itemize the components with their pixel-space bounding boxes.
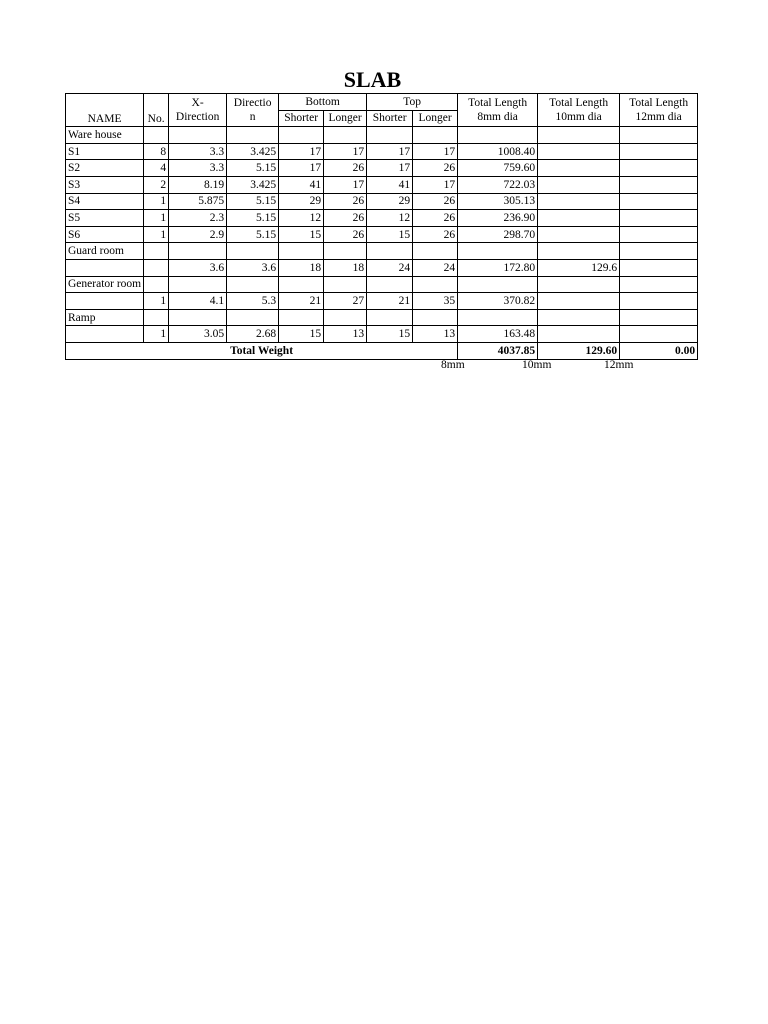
total-weight-10mm: 129.60 xyxy=(538,342,620,359)
empty-cell xyxy=(413,127,458,144)
cell-top-longer: 26 xyxy=(413,226,458,243)
empty-cell xyxy=(279,243,324,260)
section-row xyxy=(66,309,698,326)
cell-bottom-longer: 13 xyxy=(324,326,367,343)
empty-cell xyxy=(620,309,698,326)
section-row xyxy=(66,276,698,293)
empty-cell xyxy=(458,127,538,144)
cell-top-shorter: 17 xyxy=(367,160,413,177)
header-y-direction-line2: n xyxy=(249,111,256,124)
cell-bottom-longer: 26 xyxy=(324,226,367,243)
cell-bottom-shorter: 18 xyxy=(279,259,324,276)
section-label: Generator room xyxy=(66,276,144,293)
empty-cell xyxy=(458,309,538,326)
sheet-title: SLAB xyxy=(343,67,402,92)
cell-total-length-8mm: 236.90 xyxy=(458,210,538,227)
table-row xyxy=(66,293,698,310)
footer-8mm: 8mm xyxy=(441,359,465,371)
cell-bottom-shorter: 17 xyxy=(279,143,324,160)
cell-no: 8 xyxy=(144,143,169,160)
cell-name: S3 xyxy=(66,176,144,193)
cell-total-length-12mm xyxy=(620,143,698,160)
cell-top-shorter: 24 xyxy=(367,259,413,276)
empty-cell xyxy=(279,127,324,144)
cell-total-length-12mm xyxy=(620,326,698,343)
empty-cell xyxy=(144,309,169,326)
header-name: NAME xyxy=(66,94,144,127)
cell-total-length-10mm xyxy=(538,193,620,210)
empty-cell xyxy=(227,309,279,326)
empty-cell xyxy=(227,276,279,293)
cell-bottom-longer: 26 xyxy=(324,160,367,177)
cell-name xyxy=(66,259,144,276)
section-label: Ramp xyxy=(66,309,144,326)
empty-cell xyxy=(538,127,620,144)
cell-x-direction: 3.05 xyxy=(169,326,227,343)
cell-total-length-10mm xyxy=(538,160,620,177)
empty-cell xyxy=(413,276,458,293)
section-label: Ware house xyxy=(66,127,144,144)
table-row xyxy=(66,226,698,243)
empty-cell xyxy=(279,309,324,326)
empty-cell xyxy=(324,243,367,260)
cell-x-direction: 5.875 xyxy=(169,193,227,210)
cell-name: S2 xyxy=(66,160,144,177)
total-weight-12mm: 0.00 xyxy=(620,342,698,359)
cell-top-longer: 17 xyxy=(413,176,458,193)
empty-cell xyxy=(169,127,227,144)
cell-x-direction: 3.3 xyxy=(169,143,227,160)
table-row xyxy=(66,326,698,343)
cell-name: S4 xyxy=(66,193,144,210)
cell-y-direction: 3.425 xyxy=(227,143,279,160)
cell-top-shorter: 29 xyxy=(367,193,413,210)
cell-top-longer: 35 xyxy=(413,293,458,310)
header-bottom-shorter: Shorter xyxy=(279,110,324,127)
empty-cell xyxy=(324,127,367,144)
empty-cell xyxy=(324,309,367,326)
header-total-length-10mm xyxy=(538,94,620,127)
cell-top-shorter: 15 xyxy=(367,226,413,243)
cell-total-length-12mm xyxy=(620,160,698,177)
empty-cell xyxy=(620,127,698,144)
table-row xyxy=(66,160,698,177)
empty-cell xyxy=(367,127,413,144)
header-no: No. xyxy=(144,94,169,127)
cell-total-length-12mm xyxy=(620,193,698,210)
cell-y-direction: 5.15 xyxy=(227,226,279,243)
cell-no: 1 xyxy=(144,326,169,343)
section-row xyxy=(66,127,698,144)
table-row xyxy=(66,193,698,210)
header-tl10-line2: 10mm dia xyxy=(555,111,602,124)
empty-cell xyxy=(144,276,169,293)
cell-total-length-10mm xyxy=(538,176,620,193)
empty-cell xyxy=(620,243,698,260)
cell-bottom-shorter: 15 xyxy=(279,226,324,243)
cell-bottom-longer: 27 xyxy=(324,293,367,310)
empty-cell xyxy=(227,127,279,144)
total-row xyxy=(66,342,698,359)
cell-x-direction: 2.9 xyxy=(169,226,227,243)
cell-bottom-shorter: 29 xyxy=(279,193,324,210)
section-label: Guard room xyxy=(66,243,144,260)
cell-x-direction: 3.3 xyxy=(169,160,227,177)
empty-cell xyxy=(144,243,169,260)
footer-10mm: 10mm xyxy=(522,359,552,371)
cell-total-length-10mm xyxy=(538,210,620,227)
footer-12mm: 12mm xyxy=(604,359,634,371)
cell-y-direction: 2.68 xyxy=(227,326,279,343)
cell-bottom-shorter: 41 xyxy=(279,176,324,193)
cell-top-shorter: 21 xyxy=(367,293,413,310)
cell-no: 4 xyxy=(144,160,169,177)
empty-cell xyxy=(413,243,458,260)
cell-total-length-10mm xyxy=(538,293,620,310)
cell-total-length-8mm: 163.48 xyxy=(458,326,538,343)
header-tl12-line1: Total Length xyxy=(629,97,689,110)
cell-bottom-longer: 17 xyxy=(324,143,367,160)
cell-y-direction: 5.15 xyxy=(227,210,279,227)
cell-top-longer: 24 xyxy=(413,259,458,276)
header-y-direction-line1: Directio xyxy=(233,97,272,110)
cell-total-length-8mm: 172.80 xyxy=(458,259,538,276)
table-row xyxy=(66,176,698,193)
cell-bottom-shorter: 21 xyxy=(279,293,324,310)
empty-cell xyxy=(367,309,413,326)
cell-x-direction: 2.3 xyxy=(169,210,227,227)
empty-cell xyxy=(620,276,698,293)
table-row xyxy=(66,143,698,160)
header-row-1 xyxy=(66,94,698,111)
empty-cell xyxy=(144,127,169,144)
cell-name xyxy=(66,326,144,343)
cell-total-length-8mm: 1008.40 xyxy=(458,143,538,160)
cell-total-length-8mm: 298.70 xyxy=(458,226,538,243)
cell-bottom-longer: 18 xyxy=(324,259,367,276)
cell-total-length-12mm xyxy=(620,293,698,310)
cell-total-length-8mm: 759.60 xyxy=(458,160,538,177)
header-total-length-12mm xyxy=(620,94,698,127)
cell-top-shorter: 41 xyxy=(367,176,413,193)
cell-total-length-12mm xyxy=(620,226,698,243)
table-row xyxy=(66,259,698,276)
header-x-direction-line2: Direction xyxy=(175,111,220,124)
cell-no: 2 xyxy=(144,176,169,193)
cell-bottom-longer: 17 xyxy=(324,176,367,193)
header-bottom-longer: Longer xyxy=(324,110,367,127)
cell-total-length-12mm xyxy=(620,259,698,276)
cell-name: S5 xyxy=(66,210,144,227)
total-weight-8mm: 4037.85 xyxy=(458,342,538,359)
cell-total-length-12mm xyxy=(620,176,698,193)
cell-no: 1 xyxy=(144,210,169,227)
header-top-longer: Longer xyxy=(413,110,458,127)
empty-cell xyxy=(413,309,458,326)
header-x-direction-line1: X- xyxy=(191,97,204,110)
cell-total-length-12mm xyxy=(620,210,698,227)
header-tl12-line2: 12mm dia xyxy=(635,111,682,124)
cell-bottom-shorter: 17 xyxy=(279,160,324,177)
cell-top-longer: 26 xyxy=(413,193,458,210)
cell-y-direction: 5.3 xyxy=(227,293,279,310)
cell-y-direction: 5.15 xyxy=(227,193,279,210)
cell-bottom-shorter: 15 xyxy=(279,326,324,343)
cell-bottom-longer: 26 xyxy=(324,193,367,210)
header-x-direction xyxy=(169,94,227,127)
cell-top-longer: 26 xyxy=(413,160,458,177)
cell-y-direction: 5.15 xyxy=(227,160,279,177)
empty-cell xyxy=(367,243,413,260)
section-row xyxy=(66,243,698,260)
cell-no: 1 xyxy=(144,293,169,310)
empty-cell xyxy=(169,243,227,260)
cell-total-length-10mm xyxy=(538,226,620,243)
header-tl8-line1: Total Length xyxy=(468,97,528,110)
cell-total-length-10mm xyxy=(538,326,620,343)
cell-name xyxy=(66,293,144,310)
cell-x-direction: 3.6 xyxy=(169,259,227,276)
header-bottom: Bottom xyxy=(279,94,367,111)
table-body xyxy=(66,127,698,343)
cell-y-direction: 3.6 xyxy=(227,259,279,276)
empty-cell xyxy=(367,276,413,293)
cell-x-direction: 4.1 xyxy=(169,293,227,310)
table-row xyxy=(66,210,698,227)
cell-top-longer: 13 xyxy=(413,326,458,343)
cell-no: 1 xyxy=(144,193,169,210)
empty-cell xyxy=(227,243,279,260)
header-top-shorter: Shorter xyxy=(367,110,413,127)
empty-cell xyxy=(458,243,538,260)
empty-cell xyxy=(538,276,620,293)
cell-top-shorter: 15 xyxy=(367,326,413,343)
cell-y-direction: 3.425 xyxy=(227,176,279,193)
cell-x-direction: 8.19 xyxy=(169,176,227,193)
header-total-length-8mm xyxy=(458,94,538,127)
total-weight-label: Total Weight xyxy=(66,342,458,359)
empty-cell xyxy=(169,309,227,326)
cell-top-shorter: 12 xyxy=(367,210,413,227)
cell-top-shorter: 17 xyxy=(367,143,413,160)
empty-cell xyxy=(538,243,620,260)
header-tl8-line2: 8mm dia xyxy=(477,111,518,124)
cell-top-longer: 26 xyxy=(413,210,458,227)
cell-total-length-8mm: 305.13 xyxy=(458,193,538,210)
cell-top-longer: 17 xyxy=(413,143,458,160)
cell-total-length-10mm xyxy=(538,143,620,160)
header-y-direction xyxy=(227,94,279,127)
empty-cell xyxy=(458,276,538,293)
empty-cell xyxy=(538,309,620,326)
header-tl10-line1: Total Length xyxy=(549,97,609,110)
cell-name: S1 xyxy=(66,143,144,160)
cell-total-length-8mm: 370.82 xyxy=(458,293,538,310)
cell-no: 1 xyxy=(144,226,169,243)
cell-no xyxy=(144,259,169,276)
empty-cell xyxy=(169,276,227,293)
cell-name: S6 xyxy=(66,226,144,243)
cell-total-length-8mm: 722.03 xyxy=(458,176,538,193)
cell-total-length-10mm: 129.6 xyxy=(538,259,620,276)
empty-cell xyxy=(324,276,367,293)
header-top: Top xyxy=(367,94,458,111)
empty-cell xyxy=(279,276,324,293)
slab-table xyxy=(65,93,698,360)
cell-bottom-shorter: 12 xyxy=(279,210,324,227)
cell-bottom-longer: 26 xyxy=(324,210,367,227)
